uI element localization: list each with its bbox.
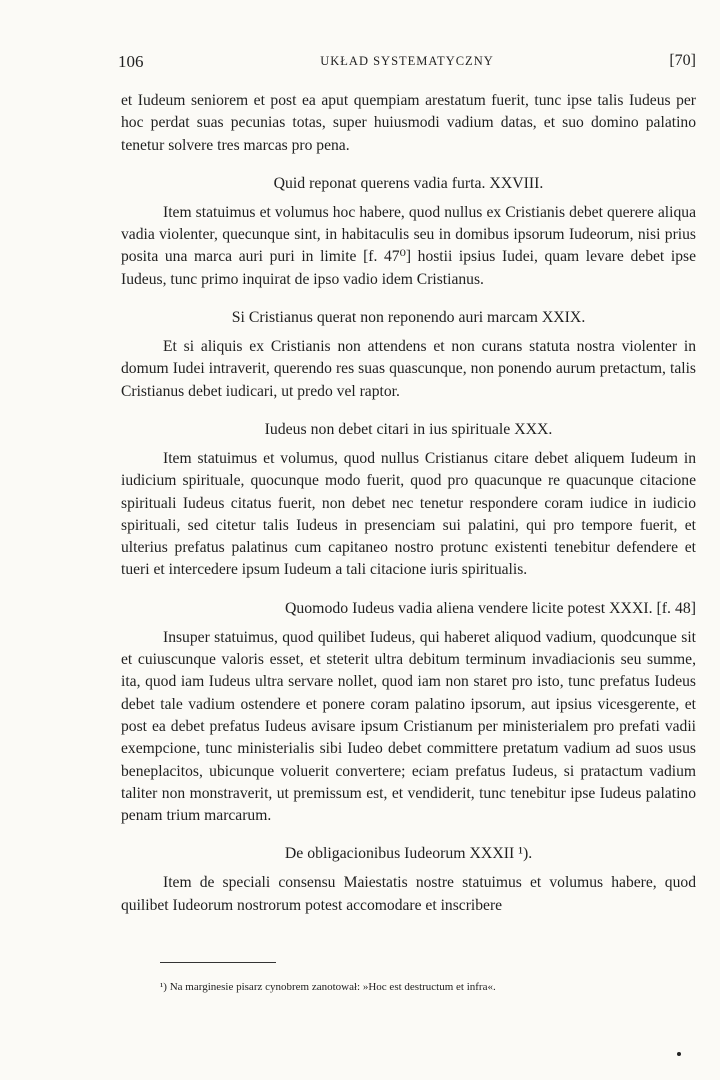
footnote-divider — [160, 962, 276, 963]
section-heading-28: Quid reponat querens vadia furta. XXVIII. — [273, 174, 544, 192]
paragraph-29: Et si aliquis ex Cristianis non attendens et non curans statuta nostra violenter in domum Iudei intraverit, querendo res suas quascunque, non ponendo aurum pretactum, talis Cristianus debet iudicari, ut predo vel raptor. — [121, 338, 696, 400]
page-number: 106 — [118, 52, 144, 71]
paragraph-31: Insuper statuimus, quod quilibet Iudeus, qui haberet aliquod vadium, quodcunque sit et cuiuscunque valoris esset, et steterit ultra debitum terminum invadiacionis seu summe, ita, quod iam Iudeus ultra servare nollet, quod iam non staret pro isto, tunc prefatus Iudeus debet tale vadium ostendere et ponere coram palatino ipsorum, aut ipsius vicesgerente, et post ea debet prefatus Iudeus avisare ipsum Cristianum per ministerialem pro prefati vadii exempcione, tunc ministerialis sibi Iudeo debet committere pretatum vadium ad suos usus beneplacitos, ubicunque voluerit convertere; eciam prefatus Iudeus, si pratactum vadium taliter non monstraverit, ut premissum est, et vendiderit, tunc tenebitur ipse Iudeus palatino penam trium marcarum. — [121, 628, 696, 825]
section-heading-32: De obligacionibus Iudeorum XXXII ¹). — [284, 845, 533, 863]
ink-dot — [677, 1052, 681, 1056]
paragraph-28: Item statuimus et volumus hoc habere, quod nullus ex Cristianis debet querere aliqua vadia violenter, quecunque sint, in habitaculis seu in domibus ipsorum Iudeorum, nisi prius posita una marca auri puri in limite [f. 47⁰] hostii ipsius Iudei, quam levare debet ipse Iudeus, tunc primo inquirat de ipso vadio idem Cristianus. — [121, 203, 696, 288]
folio-number: [70] — [669, 52, 696, 69]
section-heading-30: Iudeus non debet citari in ius spirituale XXX. — [264, 420, 553, 438]
running-head — [118, 52, 696, 74]
paragraph-continued: et Iudeum seniorem et post ea aput quempiam arestatum fuerit, tunc ipse talis Iudeus per hoc perdat suas pecunias totas, super huiusmodi vadium datas, et suo domino palatino tenetur solvere tres marcas pro pena. — [121, 92, 696, 154]
section-heading-29: Si Cristianus querat non reponendo auri marcam XXIX. — [231, 309, 586, 327]
footnote: ¹) Na marginesie pisarz cynobrem zanotował: »Hoc est destructum et infra«. — [160, 981, 496, 993]
paragraph-32: Item de speciali consensu Maiestatis nostre statuimus et volumus habere, quod quilibet Iudeorum nostrorum potest accomodare et inscribere — [121, 874, 696, 914]
running-title: UKŁAD SYSTEMATYCZNY — [320, 54, 494, 68]
paragraph-30: Item statuimus et volumus, quod nullus Cristianus citare debet aliquem Iudeum in iudicium spirituale, quocunque modo fuerit, quod pro quacunque re quacunque citacione spirituali Iudeus citatus fuerit, non debet nec tenetur respondere coram iudice in iudicio spirituali, sed citetur talis Iudeus in presenciam sui palatini, qui pro tempore fuerit, et ulterius prefatus palatinus cum capitaneo nostro protunc existenti tenebitur defendere et tueri et intercedere ipsum Iudeum a tali citacione iuris spiritualis. — [121, 449, 696, 579]
section-heading-31: Quomodo Iudeus vadia aliena vendere licite potest XXXI. [f. 48] — [284, 599, 696, 617]
body-text — [121, 90, 696, 917]
